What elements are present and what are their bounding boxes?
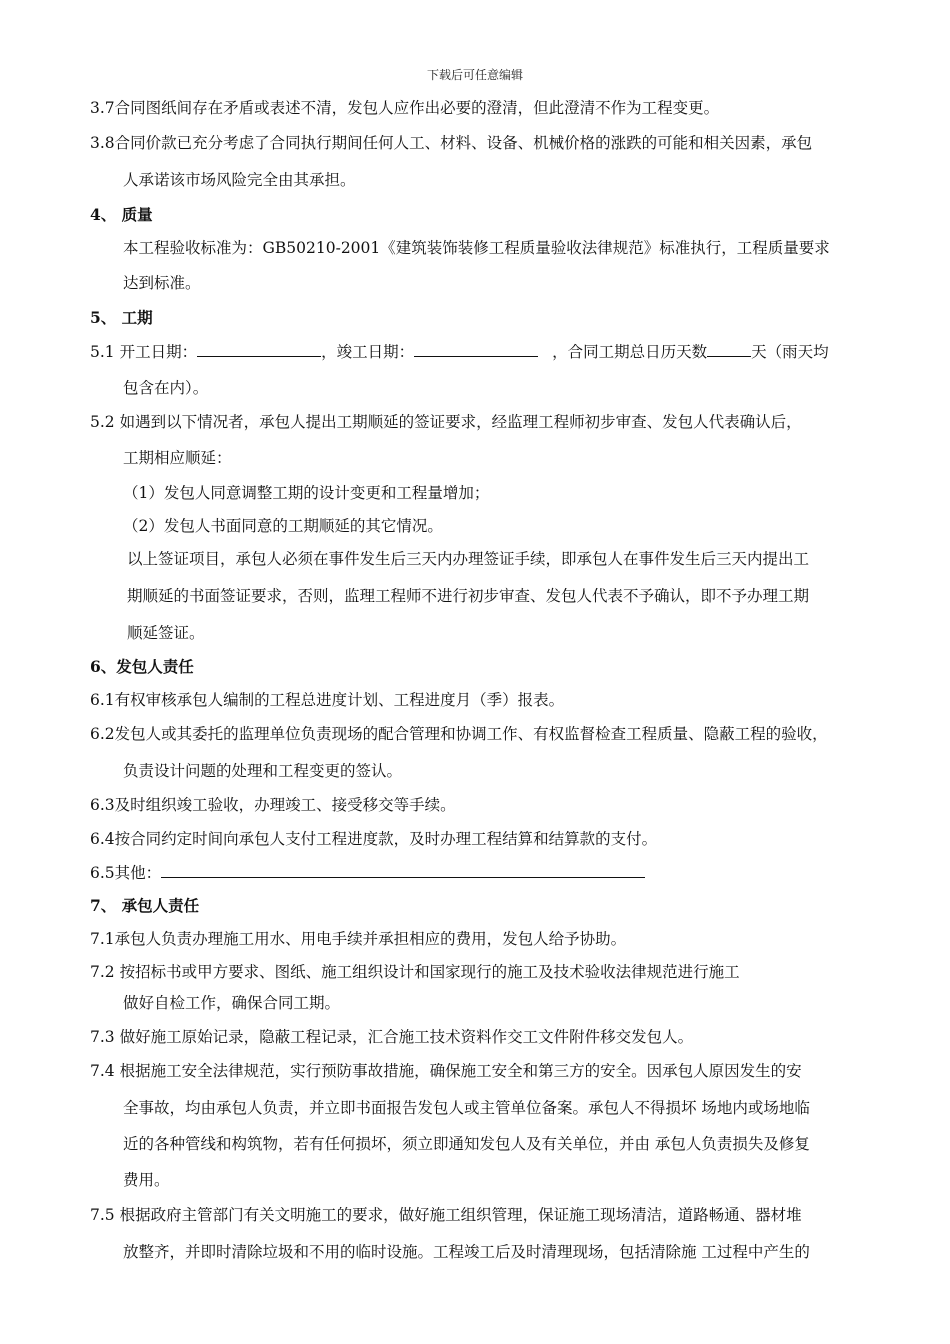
clause-5-2-cont: 工期相应顺延： (123, 449, 232, 467)
clause-5-1-cont: 包含在内）。 (123, 379, 209, 397)
clause-7-4: 7.4 根据施工安全法律规范，实行预防事故措施，确保施工安全和第三方的安全。因承包人原因发生的安 (90, 1062, 802, 1080)
completion-date-blank[interactable] (414, 342, 538, 357)
clause-3-7: 3.7合同图纸间存在矛盾或表述不清，发包人应作出必要的澄清，但此澄清不作为工程变更。 (90, 99, 720, 117)
clause-7-1: 7.1承包人负责办理施工用水、用电手续并承担相应的费用，发包人给予协助。 (90, 930, 627, 948)
clause-7-3: 7.3 做好施工原始记录，隐蔽工程记录，汇合施工技术资料作交工文件附件移交发包人。 (90, 1028, 694, 1046)
clause-6-2: 6.2发包人或其委托的监理单位负责现场的配合管理和协调工作、有权监督检查工程质量、隐蔽工程的验收， (90, 725, 828, 743)
section-4-text: 本工程验收标准为：GB50210-2001《建筑装饰装修工程质量验收法律规范》标准执行，工程质量要求 (123, 239, 830, 257)
clause-5-2-note-end: 顺延签证。 (127, 624, 205, 642)
clause-5-2: 5.2 如遇到以下情况者，承包人提出工期顺延的签证要求，经监理工程师初步审查、发包人代表确认后， (90, 413, 802, 431)
section-7-heading: 7、 承包人责任 (90, 896, 200, 915)
clause-3-8: 3.8合同价款已充分考虑了合同执行期间任何人工、材料、设备、机械价格的涨跌的可能和相关因素，承包 (90, 134, 813, 152)
clause-7-4-cont-2: 近的各种管线和构筑物，若有任何损坏，须立即通知发包人及有关单位，并由 承包人负责损失及修复 (123, 1135, 810, 1153)
start-date-blank[interactable] (197, 342, 321, 357)
page-header: 下载后可任意编辑 (426, 68, 523, 82)
clause-6-1: 6.1有权审核承包人编制的工程总进度计划、工程进度月（季）报表。 (90, 691, 565, 709)
section-6-heading: 6、发包人责任 (90, 657, 194, 676)
clause-5-2-note: 以上签证项目，承包人必须在事件发生后三天内办理签证手续，即承包人在事件发生后三天内提出工 (127, 550, 810, 568)
clause-7-2: 7.2 按招标书或甲方要求、图纸、施工组织设计和国家现行的施工及技术验收法律规范进行施工 (90, 963, 740, 981)
section-5-heading: 5、 工期 (90, 308, 153, 327)
clause-6-4: 6.4按合同约定时间向承包人支付工程进度款，及时办理工程结算和结算款的支付。 (90, 830, 658, 848)
clause-3-8-cont: 人承诺该市场风险完全由其承担。 (123, 171, 356, 189)
total-days-label: ，合同工期总日历天数 (552, 343, 708, 361)
days-suffix: 天（雨天均 (751, 343, 829, 361)
clause-5-2-note-cont: 期顺延的书面签证要求，否则，监理工程师不进行初步审查、发包人代表不予确认，即不予办理工期 (127, 587, 810, 605)
section-4-heading: 4、 质量 (90, 205, 153, 224)
total-days-blank[interactable] (707, 342, 751, 357)
clause-5-1 (90, 342, 829, 362)
clause-7-2-cont: 做好自检工作，确保合同工期。 (123, 994, 341, 1012)
clause-7-4-cont: 全事故，均由承包人负责，并立即书面报告发包人或主管单位备案。承包人不得损坏 场地内或场地临 (123, 1099, 810, 1117)
clause-6-2-cont: 负责设计问题的处理和工程变更的签认。 (123, 762, 403, 780)
clause-6-3: 6.3及时组织竣工验收，办理竣工、接受移交等手续。 (90, 796, 456, 814)
clause-7-4-end: 费用。 (123, 1171, 170, 1189)
clause-5-1-label: 5.1 开工日期： (90, 343, 198, 361)
completion-label: ，竣工日期： (321, 343, 415, 361)
clause-6-5-label: 6.5其他： (90, 864, 162, 882)
section-4-text-cont: 达到标准。 (123, 274, 201, 292)
clause-7-5-cont: 放整齐，并即时清除垃圾和不用的临时设施。工程竣工后及时清理现场，包括清除施 工过程中产生的 (123, 1243, 810, 1261)
clause-6-5 (90, 863, 645, 883)
clause-5-2-item-1: （1）发包人同意调整工期的设计变更和工程量增加； (123, 484, 490, 502)
clause-5-2-item-2: （2）发包人书面同意的工期顺延的其它情况。 (123, 517, 443, 535)
clause-7-5: 7.5 根据政府主管部门有关文明施工的要求，做好施工组织管理，保证施工现场清洁，道路畅通、器材堆 (90, 1206, 802, 1224)
other-blank[interactable] (161, 863, 645, 878)
